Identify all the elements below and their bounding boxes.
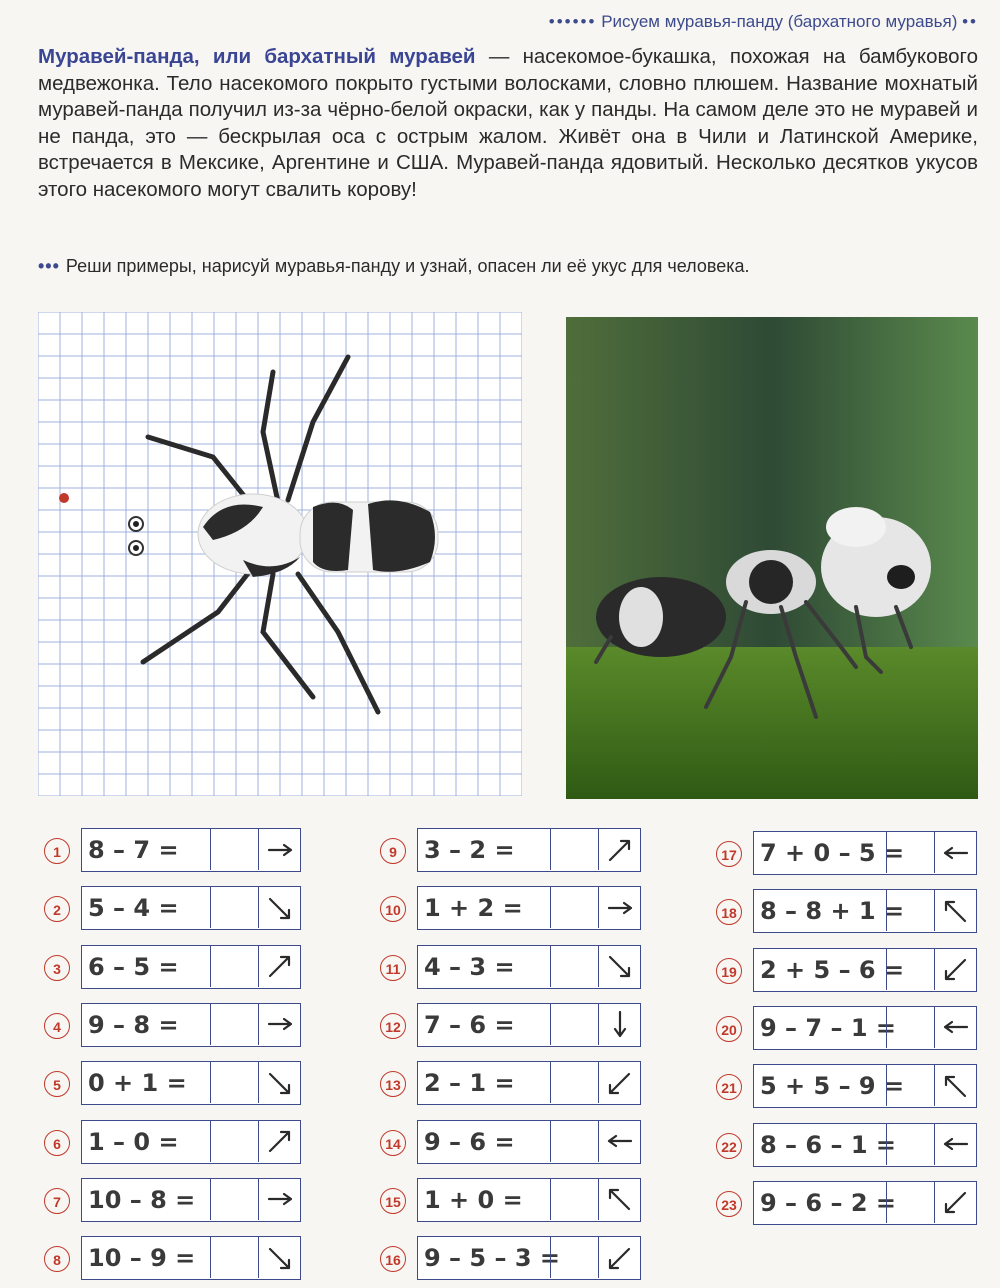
direction-cell	[598, 1062, 641, 1103]
direction-cell	[258, 1004, 301, 1045]
exercise-row	[380, 1178, 644, 1222]
answer-cell[interactable]	[210, 946, 259, 987]
direction-cell	[934, 1182, 977, 1223]
exercise-expression: 10 – 9 =	[88, 1244, 196, 1273]
exercise-row	[44, 1061, 304, 1105]
exercise-box	[753, 1064, 977, 1108]
direction-cell	[934, 890, 977, 931]
left-arrow-icon	[941, 839, 971, 867]
exercise-expression: 9 – 6 – 2 =	[760, 1188, 896, 1217]
direction-cell	[598, 1237, 641, 1278]
exercise-number: 1	[44, 838, 70, 864]
direction-cell	[598, 887, 641, 928]
up-left-arrow-icon	[941, 1072, 971, 1100]
exercise-number: 19	[716, 958, 742, 984]
exercise-box	[81, 1178, 301, 1222]
exercise-expression: 4 – 3 =	[424, 952, 515, 981]
exercise-number: 14	[380, 1130, 406, 1156]
answer-cell[interactable]	[210, 1004, 259, 1045]
header-dots: ••••••	[548, 12, 597, 31]
exercise-expression: 1 – 0 =	[88, 1127, 179, 1156]
up-left-arrow-icon	[605, 1185, 635, 1213]
exercise-expression: 7 + 0 – 5 =	[760, 839, 905, 867]
exercise-expression: 1 + 0 =	[424, 1185, 523, 1214]
answer-cell[interactable]	[550, 1179, 599, 1220]
exercise-box	[753, 948, 977, 992]
exercise-box	[753, 1006, 977, 1050]
answer-cell[interactable]	[210, 829, 259, 870]
exercise-row	[44, 1003, 304, 1047]
exercise-number: 16	[380, 1246, 406, 1272]
exercise-expression: 5 + 5 – 9 =	[760, 1072, 905, 1101]
down-left-arrow-icon	[941, 1188, 971, 1216]
answer-cell[interactable]	[550, 1237, 599, 1278]
right-arrow-icon	[265, 1010, 295, 1038]
exercise-row	[716, 1181, 980, 1225]
direction-cell	[934, 1007, 977, 1048]
answer-cell[interactable]	[210, 1121, 259, 1162]
exercise-number: 15	[380, 1188, 406, 1214]
exercise-box	[417, 1120, 641, 1164]
intro-text: — насекомое-букашка, похожая на бамбукового медвежонка. Тело насекомого покрыто густыми волосками, словно плюшем. Название мохнатый муравей-панда получил из-за чёрно-белой окраски, как у панды. На самом деле это не муравей и не панда, это — бескрылая оса с острым жалом. Живёт она в Чили и Латинской Америке, встречается в Мексике, Аргентине и США. Муравей-панда ядовитый. Несколько десятков укусов этого насекомого могут свалить корову!	[38, 45, 978, 201]
left-arrow-icon	[605, 1127, 635, 1155]
answer-cell[interactable]	[550, 946, 599, 987]
exercise-box	[417, 1178, 641, 1222]
exercise-row	[44, 945, 304, 989]
direction-cell	[598, 1179, 641, 1220]
direction-cell	[258, 1237, 301, 1278]
exercise-number: 18	[716, 899, 742, 925]
exercise-box	[81, 828, 301, 872]
answer-cell[interactable]	[886, 1182, 935, 1223]
intro-bold-lead: Муравей-панда, или бархатный муравей	[38, 45, 476, 68]
down-left-arrow-icon	[941, 955, 971, 983]
direction-cell	[258, 829, 301, 870]
exercise-row	[380, 945, 644, 989]
exercise-box	[81, 1061, 301, 1105]
exercise-row	[716, 948, 980, 992]
exercise-box	[417, 828, 641, 872]
up-left-arrow-icon	[941, 897, 971, 925]
exercise-number: 23	[716, 1191, 742, 1217]
exercise-number: 12	[380, 1013, 406, 1039]
exercise-row	[716, 831, 980, 875]
exercise-box	[753, 831, 977, 875]
direction-cell	[598, 1004, 641, 1045]
answer-cell[interactable]	[550, 1062, 599, 1103]
drawing-grid[interactable]	[38, 312, 522, 796]
exercise-row	[716, 1006, 980, 1050]
exercise-expression: 6 – 5 =	[88, 952, 179, 981]
answer-cell[interactable]	[886, 1007, 935, 1048]
exercise-row	[380, 1061, 644, 1105]
exercise-expression: 9 – 8 =	[88, 1010, 179, 1039]
direction-cell	[258, 1121, 301, 1162]
answer-cell[interactable]	[550, 1121, 599, 1162]
right-arrow-icon	[265, 836, 295, 864]
exercise-box	[417, 945, 641, 989]
exercise-row	[380, 1003, 644, 1047]
direction-cell	[258, 1062, 301, 1103]
exercise-number: 3	[44, 955, 70, 981]
exercise-expression: 10 – 8 =	[88, 1185, 196, 1214]
exercise-expression: 5 – 4 =	[88, 894, 179, 923]
exercise-number: 11	[380, 955, 406, 981]
exercise-number: 10	[380, 896, 406, 922]
exercise-expression: 9 – 6 =	[424, 1127, 515, 1156]
header-title: Рисуем муравья-панду (бархатного муравья)	[601, 12, 958, 31]
exercise-row	[44, 886, 304, 930]
exercise-number: 22	[716, 1133, 742, 1159]
task-instruction	[38, 256, 988, 277]
exercise-expression: 1 + 2 =	[424, 894, 523, 923]
right-arrow-icon	[605, 894, 635, 922]
answer-cell[interactable]	[886, 1124, 935, 1165]
exercise-number: 4	[44, 1013, 70, 1039]
exercise-row	[44, 1120, 304, 1164]
exercise-row	[44, 828, 304, 872]
answer-cell[interactable]	[886, 949, 935, 990]
left-arrow-icon	[941, 1130, 971, 1158]
down-right-arrow-icon	[265, 894, 295, 922]
task-text: Реши примеры, нарисуй муравья-панду и узнай, опасен ли её укус для человека.	[65, 256, 750, 276]
task-dots: •••	[38, 256, 60, 276]
exercise-expression: 9 – 5 – 3 =	[424, 1244, 560, 1273]
answer-cell[interactable]	[550, 887, 599, 928]
down-right-arrow-icon	[265, 1244, 295, 1272]
right-arrow-icon	[265, 1185, 295, 1213]
exercise-number: 13	[380, 1071, 406, 1097]
direction-cell	[934, 1065, 977, 1106]
down-right-arrow-icon	[605, 952, 635, 980]
exercise-expression: 9 – 7 – 1 =	[760, 1013, 896, 1042]
exercise-number: 7	[44, 1188, 70, 1214]
direction-cell	[934, 832, 977, 873]
answer-cell[interactable]	[210, 887, 259, 928]
down-arrow-icon	[605, 1010, 635, 1038]
up-right-arrow-icon	[265, 952, 295, 980]
answer-cell[interactable]	[210, 1179, 259, 1220]
up-right-arrow-icon	[605, 836, 635, 864]
exercise-box	[753, 1181, 977, 1225]
exercise-expression: 2 – 1 =	[424, 1069, 515, 1098]
exercise-row	[44, 1236, 304, 1280]
exercise-expression: 2 + 5 – 6 =	[760, 955, 905, 984]
answer-cell[interactable]	[550, 829, 599, 870]
direction-cell	[258, 946, 301, 987]
exercise-row	[716, 889, 980, 933]
exercise-box	[417, 1061, 641, 1105]
exercise-expression: 8 – 8 + 1 =	[760, 897, 905, 926]
exercise-expression: 0 + 1 =	[88, 1069, 187, 1098]
start-dot	[59, 493, 69, 503]
exercise-number: 6	[44, 1130, 70, 1156]
exercise-box	[81, 1120, 301, 1164]
direction-cell	[934, 1124, 977, 1165]
exercise-box	[81, 945, 301, 989]
exercise-box	[753, 889, 977, 933]
exercise-number: 21	[716, 1074, 742, 1100]
down-left-arrow-icon	[605, 1069, 635, 1097]
direction-cell	[934, 949, 977, 990]
exercise-row	[380, 886, 644, 930]
exercise-box	[753, 1123, 977, 1167]
exercise-expression: 7 – 6 =	[424, 1010, 515, 1039]
page-header	[549, 12, 978, 32]
left-arrow-icon	[941, 1013, 971, 1041]
exercise-box	[81, 886, 301, 930]
exercise-number: 5	[44, 1071, 70, 1097]
ant-photo	[566, 317, 978, 799]
up-right-arrow-icon	[265, 1127, 295, 1155]
exercise-number: 20	[716, 1016, 742, 1042]
exercise-number: 9	[380, 838, 406, 864]
answer-cell[interactable]	[886, 832, 935, 873]
exercise-row	[716, 1064, 980, 1108]
exercise-row	[716, 1123, 980, 1167]
exercise-box	[81, 1236, 301, 1280]
exercise-box	[417, 886, 641, 930]
down-right-arrow-icon	[265, 1069, 295, 1097]
exercise-box	[417, 1236, 641, 1280]
exercise-number: 2	[44, 896, 70, 922]
exercise-number: 8	[44, 1246, 70, 1272]
exercise-expression: 3 – 2 =	[424, 836, 515, 864]
answer-cell[interactable]	[210, 1062, 259, 1103]
intro-paragraph	[38, 44, 978, 203]
direction-cell	[258, 1179, 301, 1220]
exercise-box	[417, 1003, 641, 1047]
direction-cell	[598, 946, 641, 987]
exercise-row	[380, 1236, 644, 1280]
answer-cell[interactable]	[886, 1065, 935, 1106]
direction-cell	[258, 887, 301, 928]
exercise-row	[44, 1178, 304, 1222]
header-dots-end: ••	[962, 12, 978, 31]
exercise-expression: 8 – 6 – 1 =	[760, 1130, 896, 1159]
direction-cell	[598, 829, 641, 870]
direction-cell	[598, 1121, 641, 1162]
exercise-box	[81, 1003, 301, 1047]
exercise-row	[380, 828, 644, 872]
answer-cell[interactable]	[886, 890, 935, 931]
exercise-expression: 8 – 7 =	[88, 836, 179, 864]
exercise-row	[380, 1120, 644, 1164]
answer-cell[interactable]	[550, 1004, 599, 1045]
exercise-number: 17	[716, 841, 742, 867]
down-left-arrow-icon	[605, 1244, 635, 1272]
answer-cell[interactable]	[210, 1237, 259, 1278]
